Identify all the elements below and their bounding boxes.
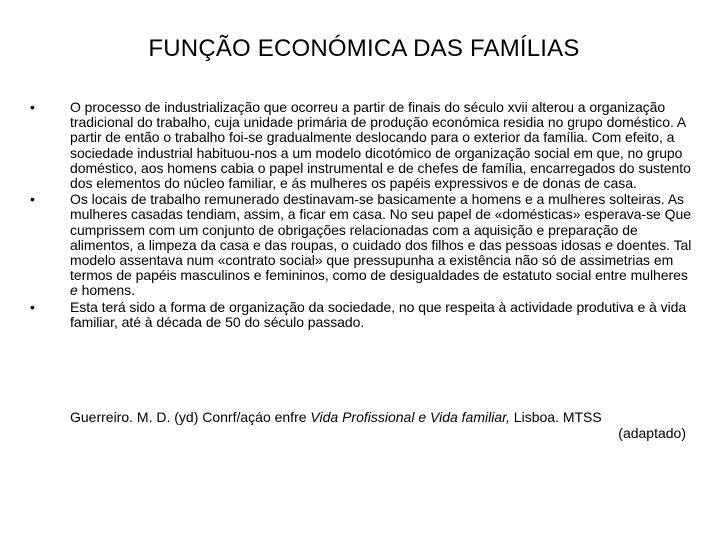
bullet-list <box>30 100 694 331</box>
slide-title: FUNÇÃO ECONÓMICA DAS FAMÍLIAS <box>148 35 580 62</box>
bullet-text-2-part-2: doentes. Tal modelo assentava num «contrato social» que pressupunha a existência não só de assimetrias em termos de papéis masculinos e femininos, como de desigualdades de estatuto social entre mulheres <box>70 236 692 284</box>
source-line-2: (adaptado) <box>618 424 686 441</box>
bullet-text-3: Esta terá sido a forma de organização da sociedade, no que respeita à actividade produtiva e à vida familiar, até à década de 50 do século passado. <box>70 298 687 330</box>
bullet-item-3 <box>30 300 694 330</box>
bullet-item-1 <box>30 100 694 191</box>
bullet-text-2-part-1: Os locais de trabalho remunerado destinavam-se basicamente a homens e a mulheres solteiras. As mulheres casadas tendiam, assim, a ficar em casa. No seu papel de «domésticas» esperava-se Que cumprissem com um conjunto de obrigações relacionadas com a aquisição e preparação de alimentos, a limpeza da casa e das roupas, o cuidado dos filhos e das pessoas idosas <box>70 191 691 253</box>
bullet-icon: • <box>30 298 35 315</box>
source-line-1 <box>70 410 686 426</box>
source-citation <box>70 410 686 441</box>
bullet-text-2-part-3: homens. <box>77 282 135 299</box>
source-suffix: Lisboa. MTSS <box>509 409 602 425</box>
source-prefix: Guerreiro. M. D. (yd) Conrf/açáo enfre <box>70 409 311 425</box>
bullet-icon: • <box>30 99 35 115</box>
bullet-text-1: O processo de industrialização que ocorreu a partir de finais do século xvii alterou a organização tradicional do trabalho, cuja unidade primária de produção económica residia no grupo doméstico. A partir de então o trabalho foi-se gradualmente deslocando para o exterior da família. Com efeito, a sociedade industrial habituou-nos a um modelo dicotómico de organização social em que, no grupo doméstico, aos homens cabia o papel instrumental e de chefes de família, encarregados do sustento dos elementos do núcleo familiar, e ás mulheres os papéis expressivos e de donas de casa. <box>70 99 691 192</box>
bullet-text-2-italic-2: e <box>70 282 78 299</box>
bullet-icon: • <box>30 191 35 208</box>
bullet-item-2 <box>30 192 694 298</box>
bullet-text-2 <box>70 192 694 298</box>
source-italic-title: Vida Profissional e Vida familiar, <box>310 409 510 425</box>
bullet-text-2-italic-1: e <box>605 236 613 253</box>
